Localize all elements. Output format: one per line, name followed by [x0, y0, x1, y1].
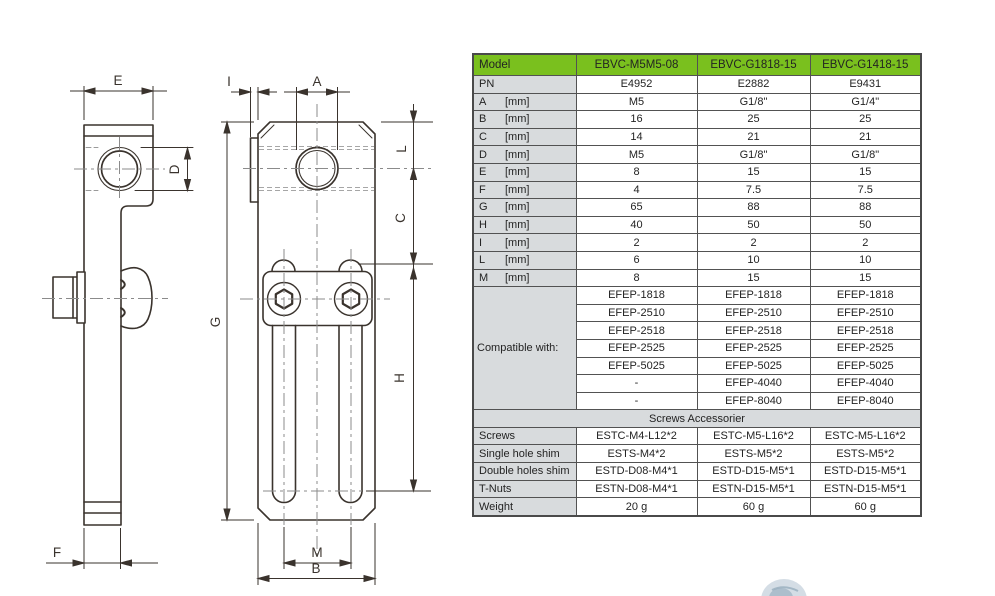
compatible-value-cell: EFEP-2518 [697, 322, 810, 340]
accessory-label-cell: Double holes shim [473, 463, 576, 481]
dim-letter: E [479, 166, 487, 179]
spec-row [473, 234, 921, 252]
dim-label-cell [473, 181, 576, 199]
model-name-cell: EBVC-G1818-15 [697, 54, 810, 76]
dim-letter: M [479, 271, 489, 284]
dim-value-cell: 2 [697, 234, 810, 252]
compatible-value-cell: EFEP-2518 [576, 322, 697, 340]
dim-value-cell: G1/4" [810, 93, 921, 111]
spec-row [473, 111, 921, 129]
spec-row [473, 181, 921, 199]
dim-unit: [mm] [505, 113, 530, 126]
accessory-row [473, 498, 921, 516]
accessory-label-cell: T-Nuts [473, 480, 576, 498]
dim-value-cell: 10 [810, 251, 921, 269]
dim-label-cell [473, 269, 576, 287]
model-name-cell: EBVC-M5M5-08 [576, 54, 697, 76]
dim-unit: [mm] [505, 271, 530, 284]
accessory-value-cell: ESTD-D15-M5*1 [697, 463, 810, 481]
dim-label-cell [473, 76, 576, 94]
dimension-d [185, 148, 191, 191]
dim-value-cell: 8 [576, 269, 697, 287]
dim-label-cell [473, 111, 576, 129]
dim-letter: PN [479, 78, 495, 91]
dim-value-cell: M5 [576, 93, 697, 111]
spec-table [472, 53, 922, 517]
dim-value-cell: 25 [810, 111, 921, 129]
dim-value-cell: 15 [810, 269, 921, 287]
spec-row [473, 199, 921, 217]
dimension-f [46, 528, 158, 569]
dim-label-i: I [227, 74, 231, 89]
spec-table-body [473, 54, 921, 516]
dim-value-cell: E9431 [810, 76, 921, 94]
technical-drawing [0, 0, 473, 596]
spec-row [473, 216, 921, 234]
accessory-value-cell: ESTC-M5-L16*2 [697, 427, 810, 445]
spec-row [473, 251, 921, 269]
dim-label-b: B [311, 561, 321, 576]
dim-value-cell: 14 [576, 128, 697, 146]
dim-label-cell [473, 251, 576, 269]
accessory-label-cell: Screws [473, 427, 576, 445]
accessory-value-cell: ESTN-D08-M4*1 [576, 480, 697, 498]
compatible-value-cell: - [576, 392, 697, 410]
compatible-value-cell: EFEP-2510 [576, 304, 697, 322]
dim-label-g: G [208, 316, 223, 328]
compatible-value-cell: EFEP-8040 [810, 392, 921, 410]
compatible-value-cell: EFEP-2525 [576, 339, 697, 357]
compatible-value-cell: EFEP-1818 [697, 287, 810, 305]
side-view [53, 125, 193, 525]
dim-value-cell: 8 [576, 163, 697, 181]
dim-label-f: F [52, 545, 62, 560]
dim-letter: I [479, 236, 483, 249]
dim-label-l: L [394, 145, 409, 153]
dim-letter: C [479, 131, 487, 144]
dim-label-c: C [393, 213, 408, 223]
accessory-value-cell: ESTD-D15-M5*1 [810, 463, 921, 481]
dim-label-cell [473, 199, 576, 217]
compatible-value-cell: EFEP-5025 [576, 357, 697, 375]
accessory-value-cell: ESTN-D15-M5*1 [697, 480, 810, 498]
dim-letter: F [479, 183, 486, 196]
compatible-value-cell: EFEP-4040 [697, 375, 810, 393]
dim-value-cell: G1/8" [810, 146, 921, 164]
accessory-value-cell: ESTD-D08-M4*1 [576, 463, 697, 481]
dim-label-d: D [167, 164, 182, 175]
spec-row [473, 93, 921, 111]
dim-value-cell: E4952 [576, 76, 697, 94]
dim-label-cell [473, 146, 576, 164]
dim-unit: [mm] [505, 148, 530, 161]
dim-value-cell: 50 [810, 216, 921, 234]
dim-unit: [mm] [505, 131, 530, 144]
dim-value-cell: 6 [576, 251, 697, 269]
accessory-value-cell: ESTN-D15-M5*1 [810, 480, 921, 498]
dim-value-cell: G1/8" [697, 93, 810, 111]
spec-row [473, 146, 921, 164]
dim-unit: [mm] [505, 236, 530, 249]
dim-value-cell: 16 [576, 111, 697, 129]
compatible-value-cell: EFEP-4040 [810, 375, 921, 393]
dim-unit: [mm] [505, 254, 530, 267]
accessory-value-cell: ESTS-M5*2 [697, 445, 810, 463]
dim-label-e: E [113, 73, 123, 88]
model-name-cell: EBVC-G1418-15 [810, 54, 921, 76]
dim-letter: H [479, 219, 487, 231]
dim-value-cell: G1/8" [697, 146, 810, 164]
accessory-row [473, 445, 921, 463]
spec-row [473, 163, 921, 181]
compatible-value-cell: EFEP-5025 [810, 357, 921, 375]
accessory-value-cell: 60 g [810, 498, 921, 516]
compatible-value-cell: EFEP-2518 [810, 322, 921, 340]
dim-value-cell: 21 [810, 128, 921, 146]
accessories-header-row [473, 410, 921, 428]
accessory-value-cell: ESTS-M5*2 [810, 445, 921, 463]
compatible-value-cell: EFEP-8040 [697, 392, 810, 410]
dim-value-cell: 88 [697, 199, 810, 217]
dim-value-cell: 2 [576, 234, 697, 252]
table-header-row [473, 54, 921, 76]
front-view [251, 122, 376, 520]
compatible-value-cell: - [576, 375, 697, 393]
dim-value-cell: 7.5 [697, 181, 810, 199]
dim-value-cell: M5 [576, 146, 697, 164]
dim-value-cell: E2882 [697, 76, 810, 94]
accessory-value-cell: ESTC-M4-L12*2 [576, 427, 697, 445]
dim-value-cell: 21 [697, 128, 810, 146]
dim-letter: D [479, 148, 487, 161]
dim-value-cell: 15 [810, 163, 921, 181]
compatible-value-cell: EFEP-1818 [576, 287, 697, 305]
front-side-tab [251, 138, 259, 202]
watermark-logo [748, 570, 828, 596]
accessory-value-cell: 60 g [697, 498, 810, 516]
dim-value-cell: 15 [697, 269, 810, 287]
dim-unit: [mm] [505, 201, 530, 214]
accessory-row [473, 427, 921, 445]
dim-unit: [mm] [505, 95, 530, 108]
dim-letter: L [479, 254, 486, 267]
accessory-value-cell: ESTC-M5-L16*2 [810, 427, 921, 445]
accessories-header-cell: Screws Accessorier [473, 410, 921, 428]
dim-label-m: M [311, 545, 323, 560]
compatible-value-cell: EFEP-5025 [697, 357, 810, 375]
side-screw-head [53, 272, 85, 323]
dim-label-a: A [312, 74, 322, 89]
dim-letter: A [479, 95, 487, 108]
compatible-value-cell: EFEP-2510 [810, 304, 921, 322]
accessory-label-cell: Weight [473, 498, 576, 516]
dim-label-h: H [392, 373, 407, 383]
accessory-value-cell: ESTS-M4*2 [576, 445, 697, 463]
dimension-g [221, 122, 254, 520]
compatible-value-cell: EFEP-2525 [697, 339, 810, 357]
dim-label-cell [473, 93, 576, 111]
dim-value-cell: 10 [697, 251, 810, 269]
compatible-value-cell: EFEP-2525 [810, 339, 921, 357]
dim-value-cell: 25 [697, 111, 810, 129]
spec-row [473, 76, 921, 94]
compatible-row [473, 287, 921, 305]
dim-unit: [mm] [505, 183, 530, 196]
compatible-label-cell: Compatible with: [473, 287, 576, 410]
spec-row [473, 128, 921, 146]
dim-unit: [mm] [505, 166, 530, 179]
dim-value-cell: 7.5 [810, 181, 921, 199]
compatible-value-cell: EFEP-1818 [810, 287, 921, 305]
dim-unit: [mm] [505, 219, 530, 231]
dimension-e [70, 86, 167, 120]
dim-value-cell: 15 [697, 163, 810, 181]
dim-value-cell: 65 [576, 199, 697, 217]
accessory-row [473, 480, 921, 498]
dim-value-cell: 4 [576, 181, 697, 199]
compatible-value-cell: EFEP-2510 [697, 304, 810, 322]
accessory-row [473, 463, 921, 481]
dim-value-cell: 88 [810, 199, 921, 217]
dim-label-cell [473, 234, 576, 252]
dim-value-cell: 40 [576, 216, 697, 234]
model-header-cell: Model [473, 54, 576, 76]
dim-label-cell [473, 128, 576, 146]
dim-letter: B [479, 113, 487, 126]
accessory-label-cell: Single hole shim [473, 445, 576, 463]
dim-letter: G [479, 201, 488, 214]
dim-label-cell [473, 163, 576, 181]
spec-row [473, 269, 921, 287]
dim-value-cell: 2 [810, 234, 921, 252]
accessory-value-cell: 20 g [576, 498, 697, 516]
dim-label-cell [473, 216, 576, 234]
dim-value-cell: 50 [697, 216, 810, 234]
